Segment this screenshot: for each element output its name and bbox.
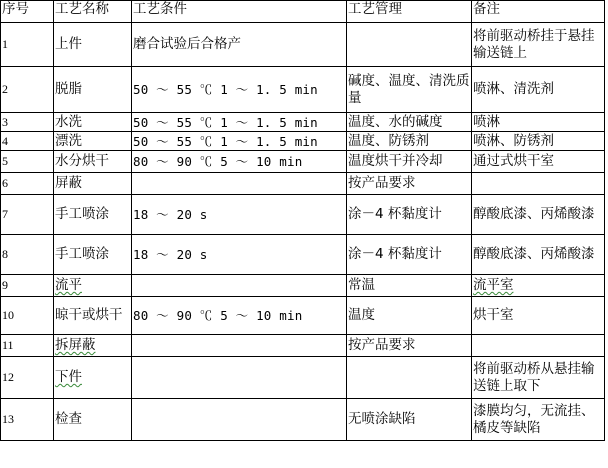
cell-condition: 磨合试验后合格产 <box>132 23 347 67</box>
cell-no: 3 <box>1 113 54 132</box>
cell-condition <box>132 357 347 399</box>
cell-note: 醇酸底漆、丙烯酸漆 <box>472 235 605 275</box>
cell-note: 烘干室 <box>472 297 605 335</box>
table-row <box>1 173 605 195</box>
cell-management: 温度、水的碱度 <box>347 113 472 132</box>
cell-name: 晾干或烘干 <box>54 297 132 335</box>
cell-condition: 80 ～ 90 ℃ 5 ～ 10 min <box>132 297 347 335</box>
cell-name: 下件 <box>54 357 132 399</box>
cell-management <box>347 23 472 67</box>
table-row <box>1 335 605 357</box>
cell-condition <box>132 173 347 195</box>
cell-name: 手工喷涂 <box>54 195 132 235</box>
table-row <box>1 275 605 297</box>
cell-note: 喷淋、清洗剂 <box>472 67 605 113</box>
cell-management: 温度烘干并冷却 <box>347 151 472 173</box>
cell-no: 13 <box>1 399 54 441</box>
cell-name: 漂洗 <box>54 132 132 151</box>
table-row <box>1 297 605 335</box>
header-no: 序号 <box>1 1 54 23</box>
cell-no: 10 <box>1 297 54 335</box>
table-row <box>1 23 605 67</box>
cell-management: 涂－4 杯黏度计 <box>347 235 472 275</box>
table-row <box>1 357 605 399</box>
cell-no: 4 <box>1 132 54 151</box>
table-row <box>1 399 605 441</box>
cell-no: 8 <box>1 235 54 275</box>
header-row <box>1 1 605 23</box>
cell-name: 上件 <box>54 23 132 67</box>
cell-note <box>472 335 605 357</box>
cell-no: 9 <box>1 275 54 297</box>
cell-management: 碱度、温度、清洗质量 <box>347 67 472 113</box>
cell-note: 喷淋、防锈剂 <box>472 132 605 151</box>
cell-condition <box>132 399 347 441</box>
table-row <box>1 195 605 235</box>
cell-note: 将前驱动桥从悬挂输送链上取下 <box>472 357 605 399</box>
cell-name: 检查 <box>54 399 132 441</box>
cell-condition <box>132 335 347 357</box>
header-management: 工艺管理 <box>347 1 472 23</box>
cell-condition <box>132 275 347 297</box>
table-row <box>1 67 605 113</box>
cell-management: 按产品要求 <box>347 173 472 195</box>
cell-note: 喷淋 <box>472 113 605 132</box>
cell-note: 流平室 <box>472 275 605 297</box>
cell-management: 按产品要求 <box>347 335 472 357</box>
cell-no: 2 <box>1 67 54 113</box>
cell-condition: 80 ～ 90 ℃ 5 ～ 10 min <box>132 151 347 173</box>
cell-name: 手工喷涂 <box>54 235 132 275</box>
cell-note: 将前驱动桥挂于悬挂输送链上 <box>472 23 605 67</box>
cell-condition: 50 ～ 55 ℃ 1 ～ 1. 5 min <box>132 132 347 151</box>
cell-condition: 50 ～ 55 ℃ 1 ～ 1. 5 min <box>132 113 347 132</box>
cell-note: 醇酸底漆、丙烯酸漆 <box>472 195 605 235</box>
cell-management: 涂－4 杯黏度计 <box>347 195 472 235</box>
header-condition: 工艺条件 <box>132 1 347 23</box>
table-row <box>1 235 605 275</box>
cell-no: 7 <box>1 195 54 235</box>
cell-name: 水洗 <box>54 113 132 132</box>
cell-no: 1 <box>1 23 54 67</box>
cell-management <box>347 357 472 399</box>
cell-no: 12 <box>1 357 54 399</box>
cell-name: 拆屏蔽 <box>54 335 132 357</box>
table-row <box>1 113 605 132</box>
cell-management: 温度、防锈剂 <box>347 132 472 151</box>
cell-note: 通过式烘干室 <box>472 151 605 173</box>
cell-management: 温度 <box>347 297 472 335</box>
cell-condition: 18 ～ 20 s <box>132 235 347 275</box>
cell-name: 脱脂 <box>54 67 132 113</box>
cell-name: 屏蔽 <box>54 173 132 195</box>
header-name: 工艺名称 <box>54 1 132 23</box>
cell-management: 常温 <box>347 275 472 297</box>
table-row <box>1 132 605 151</box>
cell-no: 6 <box>1 173 54 195</box>
cell-condition: 18 ～ 20 s <box>132 195 347 235</box>
cell-note <box>472 173 605 195</box>
cell-name: 水分烘干 <box>54 151 132 173</box>
cell-condition: 50 ～ 55 ℃ 1 ～ 1. 5 min <box>132 67 347 113</box>
cell-name: 流平 <box>54 275 132 297</box>
table-row <box>1 151 605 173</box>
header-note: 备注 <box>472 1 605 23</box>
cell-management: 无喷涂缺陷 <box>347 399 472 441</box>
cell-note: 漆膜均匀，无流挂、橘皮等缺陷 <box>472 399 605 441</box>
cell-no: 11 <box>1 335 54 357</box>
cell-no: 5 <box>1 151 54 173</box>
